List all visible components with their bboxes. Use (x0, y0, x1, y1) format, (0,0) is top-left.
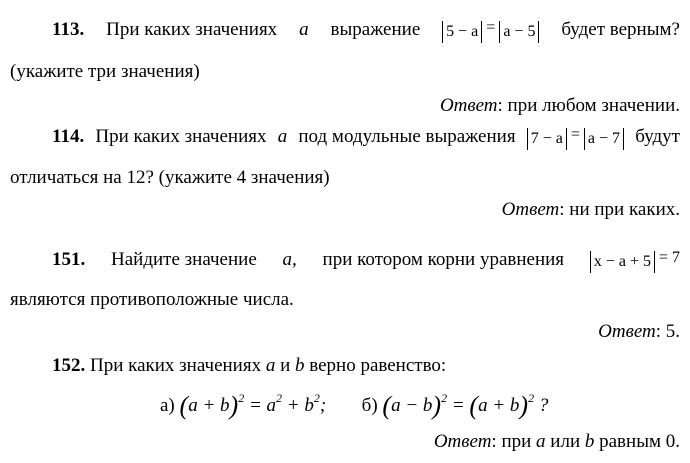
variable-a: a (536, 431, 546, 452)
punctuation: ; (319, 395, 327, 416)
open-paren: ( (179, 391, 189, 420)
problem-152-formulas (160, 392, 548, 419)
problem-number: 114. (52, 126, 85, 147)
problem-text: При каких значениях (106, 19, 278, 40)
problem-number: 113. (52, 19, 85, 40)
answer-label: Ответ (598, 321, 656, 342)
problem-114-line1 (52, 127, 680, 150)
modulus-expression: x − a + 5 (590, 251, 655, 273)
problem-114-line2: отличаться на 12? (укажите 4 значения) (10, 167, 330, 188)
formula (590, 250, 680, 273)
close-paren: ) (519, 391, 529, 420)
problem-text: выражение (330, 19, 421, 40)
variable-b: b (584, 431, 595, 452)
item-a-label: а) (160, 395, 175, 416)
problem-text: верно равенство: (309, 355, 447, 376)
exponent: 2 (276, 391, 283, 405)
problem-151-line1 (52, 250, 680, 273)
problem-113-line2: (укажите три значения) (10, 61, 200, 82)
expression: a + b (478, 395, 520, 416)
problem-text: будут (635, 126, 680, 147)
expression: + b (282, 395, 314, 416)
formula (527, 127, 624, 150)
variable-a: a (299, 19, 309, 40)
formula (442, 20, 539, 43)
item-b-label: б) (361, 395, 378, 416)
variable-a: a (265, 355, 276, 376)
modulus-expression: a − 5 (499, 21, 539, 43)
modulus-expression: a − 7 (584, 128, 624, 150)
equals-sign: = 7 (658, 249, 680, 266)
modulus-expression: 7 − a (527, 128, 567, 150)
problem-text: будет верным? (561, 19, 680, 40)
variable-b: b (295, 355, 305, 376)
exponent: 2 (528, 391, 535, 405)
problem-text: При каких значениях (90, 355, 262, 376)
problem-text: При каких значениях (95, 126, 267, 147)
problem-text: и (280, 355, 291, 376)
equals-sign: = (451, 395, 465, 416)
answer-text: : при любом значении. (497, 95, 680, 116)
expression: = a (248, 395, 277, 416)
answer-text: равным 0. (599, 431, 680, 452)
problem-number: 152. (52, 355, 86, 376)
answer-text: : при (491, 431, 532, 452)
answer-113 (440, 96, 680, 115)
exponent: 2 (313, 391, 320, 405)
expression: a − b (391, 395, 433, 416)
exponent: 2 (441, 391, 448, 405)
answer-151 (598, 322, 680, 341)
problem-number: 151. (52, 249, 86, 270)
answer-114 (502, 200, 680, 219)
variable-a: a, (282, 249, 297, 270)
close-paren: ) (432, 391, 442, 420)
open-paren: ( (382, 391, 392, 420)
modulus-expression: 5 − a (442, 21, 482, 43)
equals-sign: = (570, 126, 580, 143)
answer-label: Ответ (501, 199, 560, 220)
answer-text: или (550, 431, 581, 452)
close-paren: ) (229, 391, 239, 420)
problem-text: Найдите значение (111, 249, 257, 270)
expression: a + b (188, 395, 230, 416)
answer-label: Ответ (433, 431, 492, 452)
problem-113-line1 (52, 20, 680, 43)
problem-text: при котором корни уравнения (322, 249, 565, 270)
open-paren: ( (469, 391, 479, 420)
formula-b (382, 392, 548, 419)
problem-text: под модульные выражения (298, 126, 516, 147)
exponent: 2 (238, 391, 245, 405)
problem-152-line1 (52, 356, 446, 375)
answer-label: Ответ (439, 95, 498, 116)
equals-sign: = (486, 19, 496, 36)
answer-152 (434, 432, 680, 451)
problem-151-line2: являются противоположные числа. (10, 289, 294, 310)
variable-a: a (277, 126, 288, 147)
formula-a (180, 392, 327, 419)
answer-text: : 5. (655, 321, 680, 342)
answer-text: : ни при каких. (559, 199, 680, 220)
punctuation: ? (534, 395, 549, 416)
